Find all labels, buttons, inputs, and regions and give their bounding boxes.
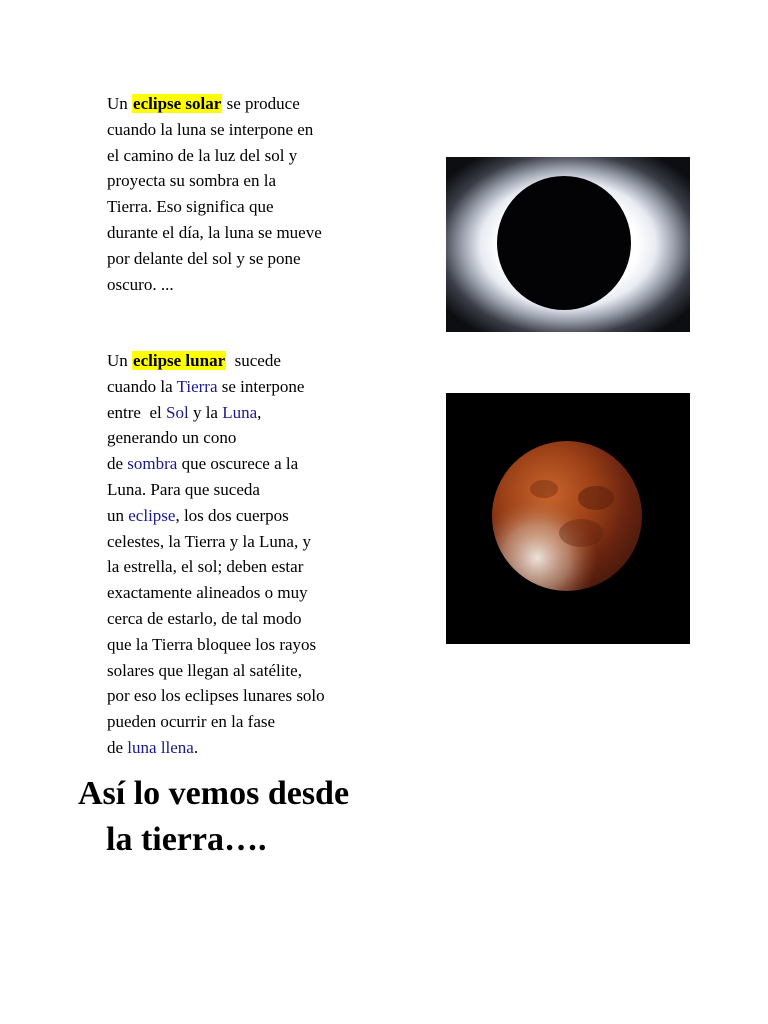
link-sombra[interactable]: sombra	[127, 454, 178, 474]
text-run: y la	[188, 402, 223, 422]
highlighted-term-eclipse-lunar: eclipse lunar	[133, 351, 226, 370]
paragraph-line: proyecta su sombra en la	[107, 171, 276, 191]
link-luna-llena[interactable]: luna llena	[127, 737, 194, 757]
paragraph-line: celestes, la Tierra y la Luna, y	[107, 531, 311, 551]
paragraph-line: generando un cono	[107, 428, 237, 448]
paragraph-line	[107, 374, 325, 400]
paragraph-line: por eso los eclipses lunares solo	[107, 686, 325, 706]
link-tierra[interactable]: Tierra	[176, 376, 218, 396]
paragraph-line: oscuro. ...	[107, 274, 174, 294]
paragraph-line: que la Tierra bloquee los rayos	[107, 634, 317, 654]
paragraph-line: durante el día, la luna se mueve	[107, 222, 322, 242]
paragraph-line: por delante del sol y se pone	[107, 248, 301, 268]
paragraph-line: la estrella, el sol; deben estar	[107, 557, 304, 577]
highlighted-term-eclipse-solar: eclipse solar	[133, 94, 222, 113]
solar-eclipse-illustration	[446, 157, 690, 332]
text-run: .	[193, 737, 199, 757]
paragraph-line	[107, 503, 325, 529]
paragraph-line	[107, 400, 325, 426]
text-run: entre el	[107, 402, 166, 422]
text-run: , los dos cuerpos	[175, 505, 289, 525]
text-run: sucede	[226, 351, 281, 370]
paragraph-line: Luna. Para que suceda	[107, 479, 260, 499]
link-sol[interactable]: Sol	[166, 402, 189, 422]
text-run: de	[107, 737, 128, 757]
lunar-eclipse-image	[446, 393, 690, 644]
heading-line-2: la tierra….	[106, 821, 267, 858]
paragraph-line: Tierra. Eso significa que	[107, 197, 274, 217]
solar-eclipse-image	[446, 157, 690, 332]
text-run: que oscurece a la	[177, 454, 299, 474]
paragraph-line: cuando la luna se interpone en	[107, 119, 314, 139]
text-run: ,	[257, 402, 262, 422]
link-eclipse[interactable]: eclipse	[128, 505, 176, 525]
paragraph-line	[107, 735, 325, 761]
link-luna[interactable]: Luna	[222, 402, 258, 422]
text-run: se produce	[222, 94, 300, 113]
text-run: se interpone	[217, 376, 305, 396]
paragraph-line	[107, 348, 325, 374]
solar-eclipse-paragraph	[107, 91, 322, 297]
paragraph-line: pueden ocurrir en la fase	[107, 712, 276, 732]
lunar-eclipse-illustration	[446, 393, 690, 644]
paragraph-line: solares que llegan al satélite,	[107, 660, 302, 680]
paragraph-line: exactamente alineados o muy	[107, 583, 308, 603]
text-run: Un	[107, 351, 133, 370]
paragraph-line	[107, 91, 322, 117]
paragraph-line: cerca de estarlo, de tal modo	[107, 608, 302, 628]
heading-line-1: Así lo vemos desde	[78, 775, 350, 812]
text-run: un	[107, 505, 129, 525]
lunar-eclipse-paragraph	[107, 348, 325, 761]
paragraph-line	[107, 451, 325, 477]
paragraph-line: el camino de la luz del sol y	[107, 145, 298, 165]
moon-disc	[497, 176, 631, 310]
text-run: Un	[107, 94, 133, 113]
text-run: de	[107, 454, 128, 474]
text-run: cuando la	[107, 376, 177, 396]
